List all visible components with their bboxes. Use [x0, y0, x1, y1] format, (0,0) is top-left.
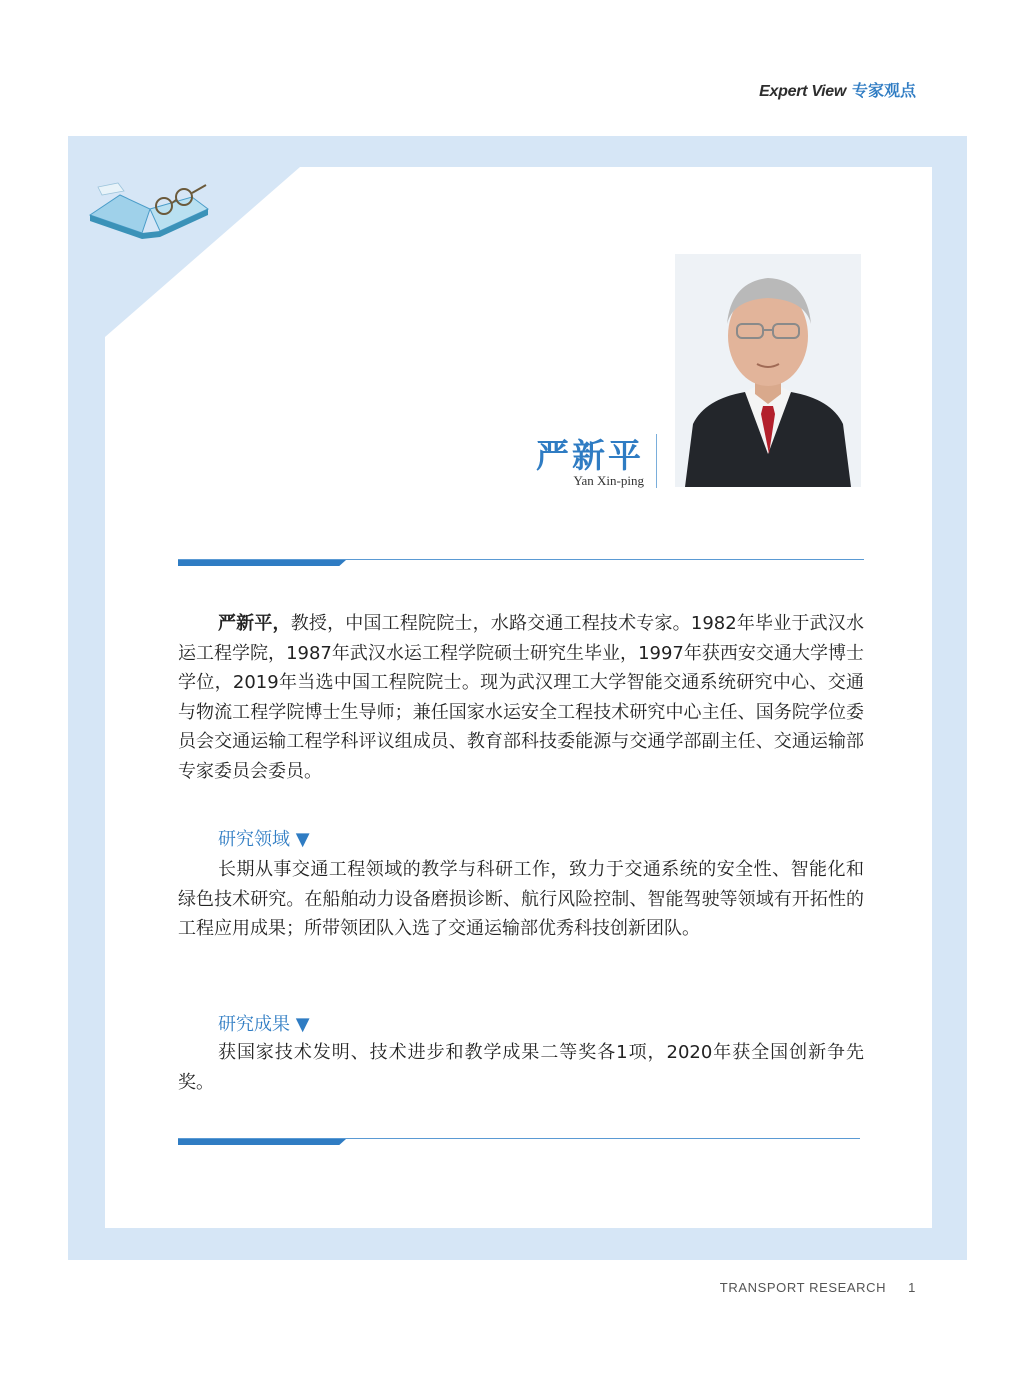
section-text-achievements	[178, 1038, 864, 1097]
bio-paragraph	[178, 609, 864, 786]
header-title-en: Expert View	[759, 83, 846, 100]
bio-lead: 严新平，	[218, 613, 291, 634]
top-divider	[178, 559, 864, 567]
section-heading-research-field: 研究领域 ▼	[218, 829, 310, 850]
bio-text: 教授，中国工程院院士，水路交通工程技术专家。1982年毕业于武汉水运工程学院，1987年武汉水运工程学院硕士研究生毕业，1997年获西安交通大学博士学位，2019年当选中国工程院院士。现为武汉理工大学智能交通系统研究中心、交通与物流工程学院博士生导师；兼任国家水运安全工程技术研究中心主任、国务院学位委员会交通运输工程学科评议组成员、教育部科技委能源与交通学部副主任、交通运输部专家委员会委员。	[178, 613, 864, 782]
page-footer	[720, 1280, 916, 1295]
expert-portrait	[675, 254, 861, 487]
book-glasses-icon	[80, 175, 215, 245]
header-title-zh: 专家观点	[851, 81, 916, 100]
achievements-text: 获国家技术发明、技术进步和教学成果二等奖各1项，2020年获全国创新争先奖。	[178, 1042, 864, 1093]
page-number: 1	[908, 1280, 916, 1295]
expert-name-zh: 严新平	[536, 436, 644, 475]
page-header	[759, 78, 916, 101]
bottom-divider	[178, 1138, 860, 1146]
name-divider	[656, 434, 657, 488]
expert-name-en: Yan Xin-ping	[573, 473, 644, 488]
research-field-text: 长期从事交通工程领域的教学与科研工作，致力于交通系统的安全性、智能化和绿色技术研究。在船舶动力设备磨损诊断、航行风险控制、智能驾驶等领域有开拓性的工程应用成果；所带领团队入选了交通运输部优秀科技创新团队。	[178, 859, 864, 939]
section-text-research-field	[178, 855, 864, 944]
journal-name: TRANSPORT RESEARCH	[719, 1280, 887, 1295]
section-heading-achievements: 研究成果 ▼	[218, 1014, 310, 1035]
